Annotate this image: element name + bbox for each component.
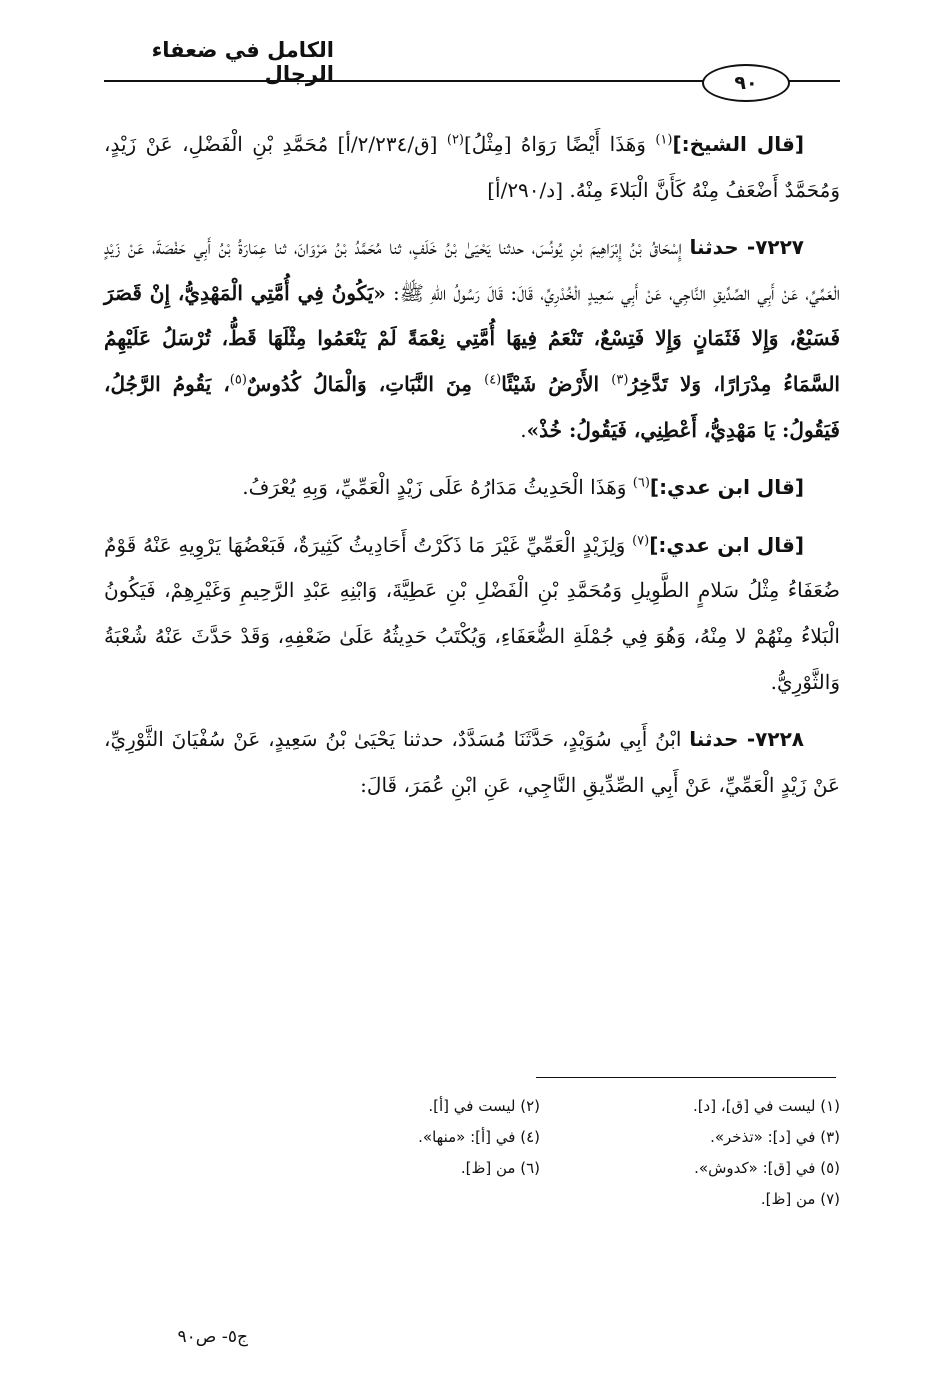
footnote-item: (٢) ليست في [أ]. xyxy=(428,1097,540,1115)
speaker-label: [قال ابن عدي:] xyxy=(649,532,805,557)
hadith-7228 xyxy=(104,717,840,808)
narration-keyword: حدثنا xyxy=(689,727,739,752)
footnotes xyxy=(240,1091,840,1215)
paragraph-text: وَهَذَا أَيْضًا رَوَاهُ [مِثْلُ] xyxy=(464,132,656,156)
paragraph-ibn-adi-1 xyxy=(104,465,840,511)
paragraph-ibn-adi-2 xyxy=(104,523,840,705)
volume-page-reference: ج٥- ص٩٠ xyxy=(177,1327,248,1347)
footnote-ref: (٣) xyxy=(611,372,629,388)
hadith-number: ٧٢٢٧- xyxy=(738,235,805,260)
paragraph-end: . xyxy=(520,417,527,442)
footnote-item: (٤) في [أ]: «منها». xyxy=(418,1128,540,1146)
footnote-row xyxy=(240,1184,840,1215)
footnote-item: (٥) في [ق]: «كدوش». xyxy=(694,1159,840,1177)
hadith-matn: «يَكُونُ فِي أُمَّتِي الْمَهْدِيُّ، إِنْ قَصَرَ فَسَبْعٌ، وَإِلا فَثَمَانٍ وَإِلا فَتِسْعٌ، تَنْعَمُ فِيهَا أُمَّتِي نِعْمَةً لَمْ يَنْعَمُوا مِثْلَهَا قَطُّ، تُرْسَلُ عَلَيْهِمُ السَّمَاءُ مِدْرَارًا، وَلا تَدَّخِرُ xyxy=(104,280,840,396)
footnote-item: (٣) في [د]: «تذخر». xyxy=(710,1128,840,1146)
footnote-separator xyxy=(536,1077,836,1078)
running-header-title: الكامل في ضعفاء الرجال xyxy=(151,38,334,86)
footnote-ref: (٢) xyxy=(446,132,464,148)
footnote-ref: (٧) xyxy=(632,533,650,549)
speaker-label: [قال الشيخ:] xyxy=(672,132,804,156)
page-number-badge: ٩٠ xyxy=(702,64,790,102)
hadith-matn: ، يَقُومُ الرَّجُلُ، فَيَقُولُ: يَا مَهْدِيُّ، أَعْطِنِي، فَيَقُولُ: خُذْ» xyxy=(104,371,840,442)
footnote-item: (٧) من [ظ]. xyxy=(760,1190,840,1208)
hadith-7227 xyxy=(104,225,840,453)
hadith-matn: الأَرْضُ شَيْئًا xyxy=(501,371,612,396)
footnote-item: (٦) من [ظ]. xyxy=(460,1159,540,1177)
footnote-ref: (٥) xyxy=(229,372,247,388)
main-text xyxy=(104,122,840,820)
paragraph-text: وَلِزَيْدٍ الْعَمِّيِّ غَيْرَ مَا ذَكَرْتُ أَحَادِيثُ كَثِيرَةٌ، فَبَعْضُهَا يَرْوِيهِ عَنْهُ قَوْمٌ ضُعَفَاءُ مِثْلُ سَلامٍ الطَّوِيلِ وَمُحَمَّدِ بْنِ الْفَضْلِ بْنِ عَطِيَّةَ، وَابْنِهِ عَبْدِ الرَّحِيمِ وَغَيْرِهِمْ، فَيَكُونُ الْبَلاءُ مِنْهُمْ لا مِنْهُ، وَهُوَ فِي جُمْلَةِ الضُّعَفَاءِ، وَيُكْتَبُ حَدِيثُهُ عَلَىٰ ضَعْفِهِ، وَقَدْ حَدَّثَ عَنْهُ شُعْبَةُ وَالثَّوْرِيُّ. xyxy=(104,532,840,694)
hadith-number: ٧٢٢٨- xyxy=(738,727,804,752)
paragraph-text: وَهَذَا الْحَدِيثُ مَدَارُهُ عَلَى زَيْدٍ الْعَمِّيِّ، وَبِهِ يُعْرَفُ. xyxy=(242,475,633,500)
footnote-row xyxy=(240,1122,840,1153)
footnote-row xyxy=(240,1091,840,1122)
hadith-matn: مِنَ النَّبَاتِ، وَالْمَالُ كُدُوسٌ xyxy=(246,371,485,396)
footnote-ref: (٤) xyxy=(484,372,502,388)
speaker-label: [قال ابن عدي:] xyxy=(649,475,804,500)
footnote-ref: (٦) xyxy=(632,475,650,491)
footnote-row xyxy=(240,1153,840,1184)
footnote-item: (١) ليست في [ق]، [د]. xyxy=(692,1097,840,1115)
narration-keyword: حدثنا xyxy=(689,235,739,260)
isnad-text: ابْنُ أَبِي سُوَيْدٍ، حَدَّثَنَا مُسَدَّدٌ، حدثنا يَحْيَىٰ بْنُ سَعِيدٍ، عَنْ سُفْيَانَ الثَّوْرِيِّ، عَنْ زَيْدٍ الْعَمِّيِّ، عَنْ أَبِي الصِّدِّيقِ النَّاجِي، عَنِ ابْنِ عُمَرَ، قَالَ: xyxy=(104,727,840,797)
paragraph-shaykh-comment xyxy=(104,122,840,213)
isnad-text: إِسْحَاقُ بْنُ إِبْرَاهِيمَ بْنِ يُونُسَ، حدثنا يَحْيَىٰ بْنُ خَلَفٍ، ثنا مُحَمَّدُ بْنُ مَرْوَانَ، ثنا عِمَارَةُ بْنُ أَبِي حَفْصَةَ، عَنْ زَيْدٍ الْعَمِّيِّ، عَنْ أَبِي الصِّدِّيقِ النَّاجِي، عَنْ أَبِي سَعِيدٍ الْخُدْرِيِّ، قَالَ: قَالَ رَسُولُ اللهِ ﷺ: xyxy=(104,235,841,305)
paragraph-text: [ق/٢/٢٣٤/أ] مُحَمَّدِ بْنِ الْفَضْلِ، عَنْ زَيْدٍ، وَمُحَمَّدٌ أَضْعَفُ مِنْهُ كَأَنَّ الْبَلاءَ مِنْهُ. [د/٢٩٠/أ] xyxy=(104,132,840,202)
footnote-ref: (١) xyxy=(655,132,673,148)
